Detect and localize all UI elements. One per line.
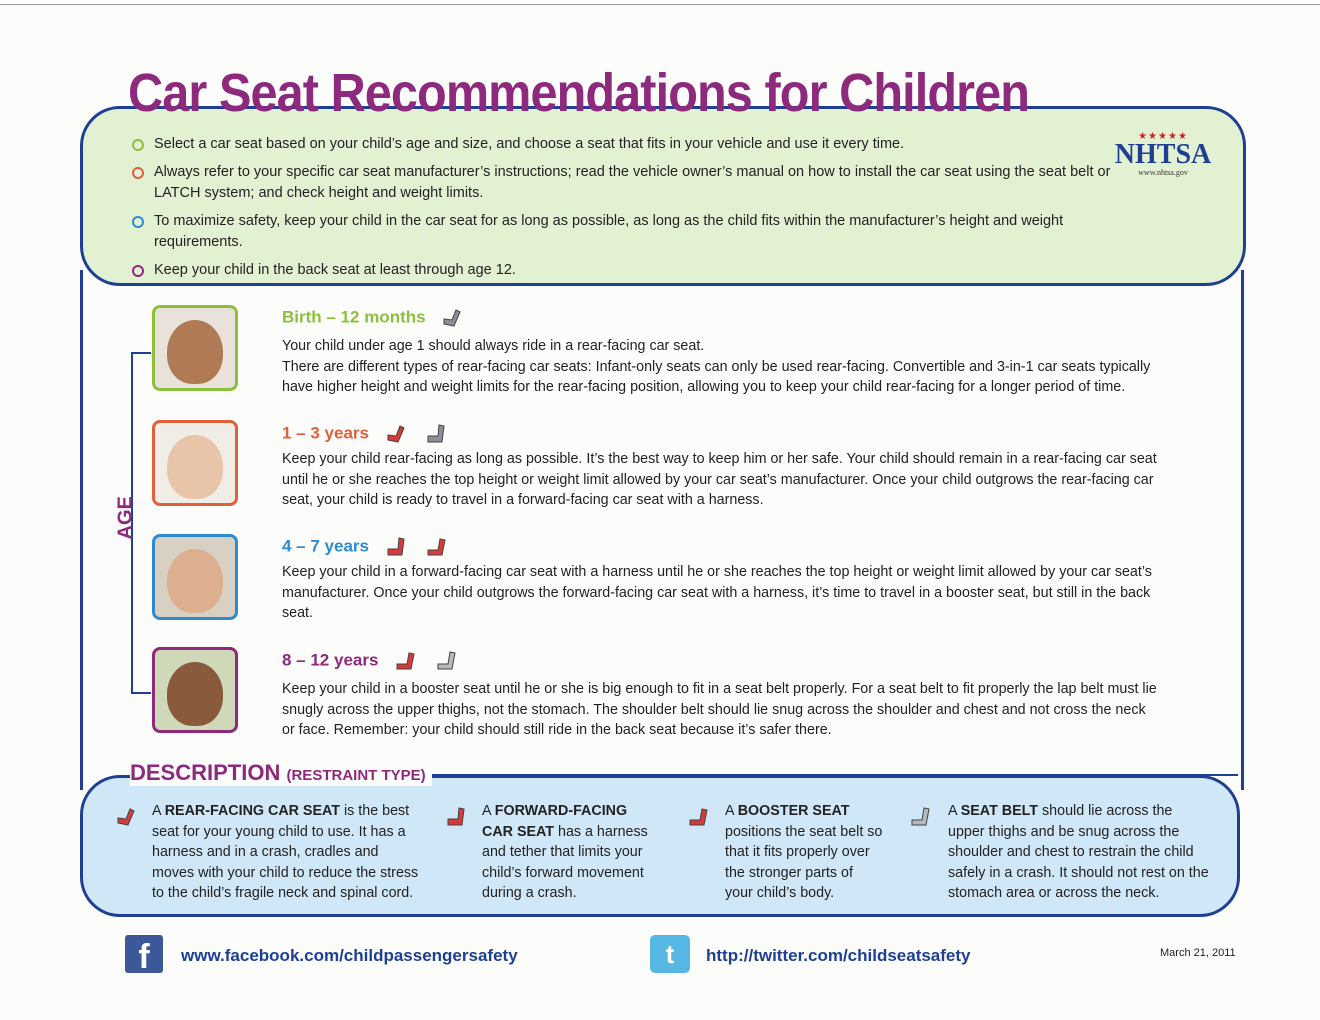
bullet-purple-icon: [132, 265, 144, 277]
guideline-item: [132, 211, 1152, 253]
guideline-item: [132, 162, 1152, 204]
section-title-text: Birth – 12 months: [282, 307, 426, 327]
nhtsa-logo: [1113, 131, 1213, 177]
section-text: [282, 562, 1162, 624]
restraint-text: [152, 801, 422, 904]
guideline-text: Always refer to your specific car seat manufacturer’s instructions; read the vehicle owner’s manual on how to install the car seat using the seat belt or LATCH system; and check height and weight limits.: [154, 164, 1111, 201]
facebook-link[interactable]: www.facebook.com/childpassengersafety: [181, 946, 518, 965]
booster-seat-icon: [391, 647, 419, 675]
infant-photo: [152, 305, 238, 391]
preteen-photo: [152, 647, 238, 733]
section-paragraph: Your child under age 1 should always ride in a rear-facing car seat.: [282, 338, 705, 354]
restraint-seat-belt: [906, 801, 1211, 904]
restraint-description: has a harness and tether that limits your child’s forward movement during a crash.: [482, 823, 648, 901]
section-text: [282, 449, 1162, 511]
section-paragraph: Keep your child rear-facing as long as possible. It’s the best way to keep him or her safe. Your child should remain in a rear-facing car seat until he or she reaches the top height or weight limit allowed by your car seat’s manufacturer. Once your child outgrows the rear-facing car seat, your child is ready to travel in a forward-facing car seat with a harness.: [282, 451, 1157, 508]
page-title: Car Seat Recommendations for Children: [128, 63, 1030, 123]
restraint-lead: A: [948, 803, 961, 819]
description-title: [130, 760, 432, 786]
restraint-forward-facing: [442, 801, 662, 904]
restraint-text: [948, 801, 1211, 904]
section-title: [282, 420, 450, 448]
bullet-blue-icon: [132, 216, 144, 228]
description-title-text: DESCRIPTION: [130, 760, 281, 785]
rear-facing-seat-icon: [438, 304, 466, 332]
guideline-text: Select a car seat based on your child’s age and size, and choose a seat that fits in your vehicle and use it every time.: [154, 136, 905, 152]
restraint-lead: A: [725, 803, 738, 819]
restraint-text: [482, 801, 662, 904]
restraint-name: BOOSTER SEAT: [737, 803, 850, 819]
section-title: [282, 304, 466, 332]
section-text: [282, 336, 1162, 398]
section-title: [282, 533, 450, 561]
restraint-name: SEAT BELT: [960, 803, 1039, 819]
seat-belt-icon: [432, 647, 460, 675]
guideline-text: Keep your child in the back seat at least through age 12.: [154, 262, 516, 278]
twitter-link[interactable]: http://twitter.com/childseatsafety: [706, 946, 971, 965]
restraint-lead: A: [152, 803, 165, 819]
guidelines-list: [132, 134, 1152, 288]
restraint-description: is the best seat for your young child to use. It has a harness and in a crash, cradles and moves with your child to reduce the stress to the child’s fragile neck and spinal cord.: [152, 803, 419, 901]
restraint-text: [725, 801, 884, 904]
restraint-description: positions the seat belt so that it fits properly over the stronger parts of your child’s body.: [725, 823, 883, 901]
restraint-rear-facing: [112, 801, 422, 904]
section-title: [282, 647, 460, 675]
child-face-icon: [167, 549, 223, 613]
section-title-text: 4 – 7 years: [282, 536, 369, 556]
section-paragraph: There are different types of rear-facing car seats: Infant-only seats can only be used rear-facing. Convertible and 3-in-1 car seats typically have higher height and weight limits for the rear-facing position, allowing you to keep your child rear-facing for a longer period of time.: [282, 358, 1151, 395]
booster-seat-icon: [684, 803, 712, 831]
age-label: AGE: [114, 496, 137, 540]
rear-facing-seat-icon: [382, 420, 410, 448]
child-face-icon: [167, 320, 223, 384]
restraint-description: should lie across the upper thighs and be snug across the shoulder and chest to restrain the child safely in a crash. It should not rest on the stomach area or across the neck.: [948, 803, 1209, 901]
restraint-booster: [684, 801, 884, 904]
booster-seat-icon: [422, 533, 450, 561]
section-title-text: 1 – 3 years: [282, 423, 369, 443]
child-face-icon: [167, 435, 223, 499]
forward-facing-seat-icon: [442, 803, 470, 831]
guideline-item: [132, 260, 1152, 281]
section-paragraph: Keep your child in a forward-facing car seat with a harness until he or she reaches the top height or weight limit allowed by your car seat’s manufacturer. Once your child outgrows the forward-facing car seat with a harness, it’s time to travel in a booster seat, but still in the back seat.: [282, 564, 1152, 621]
section-text: [282, 679, 1162, 741]
section-paragraph: Keep your child in a booster seat until he or she is big enough to fit in a seat belt properly. For a seat belt to fit properly the lap belt must lie snugly across the upper thighs, not the stomach. The shoulder belt should lie snug across the shoulder and chest and not cross the neck or face. Remember: your child should still ride in the back seat because it’s safer there.: [282, 681, 1157, 738]
nhtsa-url: www.nhtsa.gov: [1138, 168, 1188, 177]
forward-facing-seat-icon: [422, 420, 450, 448]
stars-icon: ★★★★★: [1138, 131, 1188, 142]
child-face-icon: [167, 662, 223, 726]
guideline-text: To maximize safety, keep your child in the car seat for as long as possible, as long as the child fits within the manufacturer’s height and weight requirements.: [154, 213, 1064, 250]
bullet-orange-icon: [132, 167, 144, 179]
rear-facing-seat-icon: [112, 803, 140, 831]
child-photo: [152, 534, 238, 620]
guideline-item: [132, 134, 1152, 155]
date-label: March 21, 2011: [1160, 947, 1236, 959]
restraint-lead: A: [482, 803, 495, 819]
scan-edge-line: [0, 4, 1320, 5]
forward-facing-seat-icon: [382, 533, 410, 561]
bullet-green-icon: [132, 139, 144, 151]
description-subtitle: (RESTRAINT TYPE): [286, 767, 426, 784]
twitter-icon[interactable]: t: [650, 935, 690, 973]
facebook-icon[interactable]: f: [125, 935, 163, 973]
toddler-photo: [152, 420, 238, 506]
restraint-name: REAR-FACING CAR SEAT: [164, 803, 341, 819]
seat-belt-icon: [906, 803, 934, 831]
section-title-text: 8 – 12 years: [282, 650, 379, 670]
restraint-name: FORWARD-FACING CAR SEAT: [482, 803, 628, 840]
nhtsa-wordmark: NHTSA: [1114, 139, 1212, 170]
